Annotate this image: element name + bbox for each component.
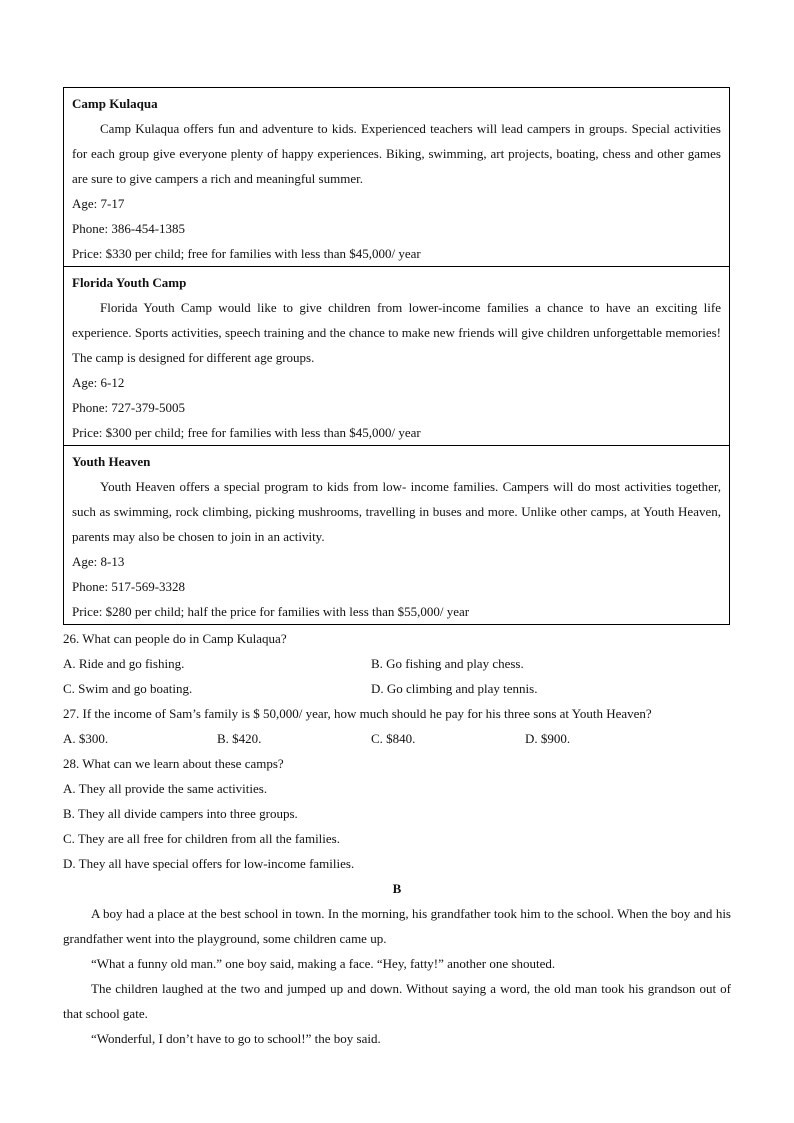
camp-description: Florida Youth Camp would like to give children from lower-income families a chance to have an exciting life experience. Sports activities, speech training and the chance to make new friends will give children unforgettable memories! The camp is designed for different age groups.: [72, 300, 721, 365]
question-28-option-a: A. They all provide the same activities.: [63, 781, 268, 796]
question-26-option-c: C. Swim and go boating.: [63, 681, 193, 696]
passage-paragraph: The children laughed at the two and jumped up and down. Without saying a word, the old man took his grandson out of that school gate.: [63, 981, 731, 1021]
camp-description: Youth Heaven offers a special program to kids from low- income families. Campers will do most activities together, such as swimming, rock climbing, picking mushrooms, travelling in buses and more. Unlike other camps, at Youth Heaven, parents may also be chosen to join in an activity.: [72, 479, 721, 544]
question-28-option-b: B. They all divide campers into three groups.: [63, 806, 298, 821]
question-26-option-d: D. Go climbing and play tennis.: [371, 681, 538, 696]
passage-paragraph: A boy had a place at the best school in town. In the morning, his grandfather took him to the school. When the boy and his grandfather went into the playground, some children came up.: [63, 906, 731, 946]
camp-price: Price: $300 per child; free for families with less than $45,000/ year: [72, 425, 421, 440]
passage-paragraph: “Wonderful, I don’t have to go to school!” the boy said.: [91, 1031, 381, 1046]
question-28-option-c: C. They are all free for children from all the families.: [63, 831, 340, 846]
question-27-option-b: B. $420.: [217, 731, 262, 746]
camp-age: Age: 7-17: [72, 196, 125, 211]
question-27-option-a: A. $300.: [63, 731, 109, 746]
camp-cell: [64, 267, 730, 446]
questions: [63, 626, 731, 876]
question-27-options-row: [63, 726, 731, 751]
camp-description: Camp Kulaqua offers fun and adventure to kids. Experienced teachers will lead campers in groups. Special activities for each group give everyone plenty of happy experiences. Biking, swimming, art projects, boating, chess and other games are sure to give campers a rich and meaningful summer.: [72, 121, 721, 186]
camp-name: Florida Youth Camp: [72, 275, 187, 290]
question-27-option-d: D. $900.: [525, 731, 571, 746]
camp-name: Camp Kulaqua: [72, 96, 158, 111]
question-27-option-c: C. $840.: [371, 731, 416, 746]
question-28-stem: 28. What can we learn about these camps?: [63, 756, 284, 771]
camp-age: Age: 6-12: [72, 375, 125, 390]
question-26-option-b: B. Go fishing and play chess.: [371, 656, 524, 671]
camps-table: [63, 87, 730, 625]
question-26-options-row-1: [63, 651, 731, 676]
section-b-heading: B: [392, 881, 402, 896]
camp-price: Price: $280 per child; half the price for families with less than $55,000/ year: [72, 604, 470, 619]
camp-cell: [64, 88, 730, 267]
camp-phone: Phone: 386-454-1385: [72, 221, 186, 236]
question-26-option-a: A. Ride and go fishing.: [63, 656, 185, 671]
camp-phone: Phone: 517-569-3328: [72, 579, 186, 594]
camp-row: [64, 446, 730, 625]
camp-age: Age: 8-13: [72, 554, 125, 569]
question-26-stem: 26. What can people do in Camp Kulaqua?: [63, 631, 287, 646]
document-page: [63, 87, 731, 1051]
question-27-stem: 27. If the income of Sam’s family is $ 50,000/ year, how much should he pay for his three sons at Youth Heaven?: [63, 706, 652, 721]
question-26-options-row-2: [63, 676, 731, 701]
camp-name: Youth Heaven: [72, 454, 151, 469]
camp-row: [64, 88, 730, 267]
camp-cell: [64, 446, 730, 625]
question-28-option-d: D. They all have special offers for low-income families.: [63, 856, 355, 871]
camp-phone: Phone: 727-379-5005: [72, 400, 186, 415]
camp-price: Price: $330 per child; free for families with less than $45,000/ year: [72, 246, 421, 261]
passage-paragraph: “What a funny old man.” one boy said, making a face. “Hey, fatty!” another one shouted.: [91, 956, 556, 971]
camp-row: [64, 267, 730, 446]
